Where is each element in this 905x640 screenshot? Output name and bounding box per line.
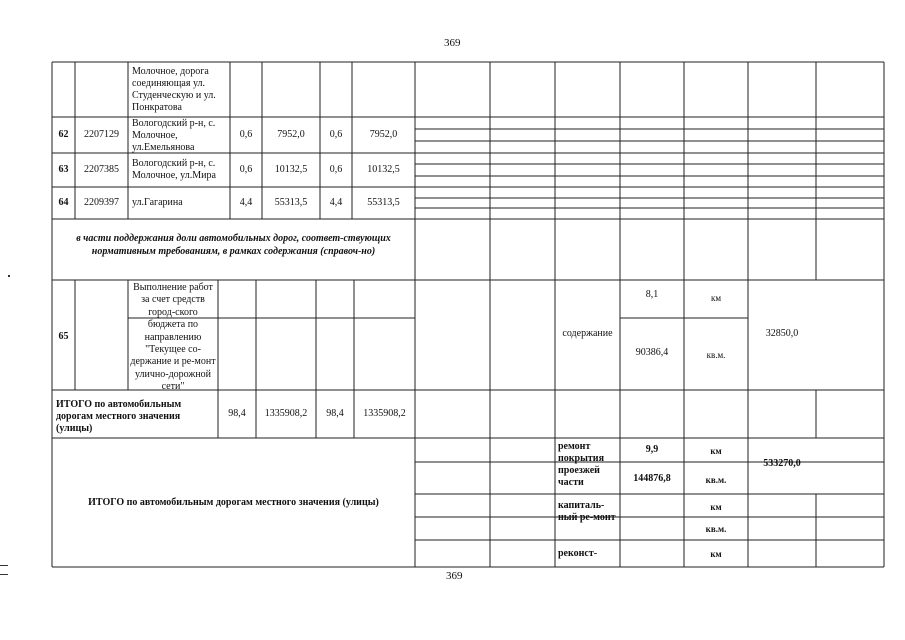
section-heading: в части поддержания доли автомобильных дорог, соответ-ствующих нормативным требованиям, в рамках содержания (справоч-но) [76, 233, 391, 257]
page-number-bottom: 369 [446, 570, 463, 582]
row-62-area-2: 7952,0 [369, 129, 398, 140]
grand-repair-unit-2: кв.м. [705, 475, 727, 485]
row-65-value-2: 90386,4 [635, 347, 669, 358]
row-63-area-2: 10132,5 [367, 164, 400, 175]
row-65-unit-2: кв.м. [706, 350, 726, 360]
row-64-length-1: 4,4 [239, 197, 253, 208]
row-continuation-name: Молочное, дорога соединяющая ул. Студенческую и ул. Понкратова [132, 66, 216, 113]
grand-reconstruction-unit-1: км [710, 549, 722, 559]
row-64-name: ул.Гагарина [132, 197, 183, 208]
grand-work-reconstruction: реконст- [558, 548, 598, 559]
row-62-code: 2207129 [84, 129, 119, 140]
grand-repair-value-1: 9,9 [645, 444, 659, 455]
grand-capital-unit-2: кв.м. [705, 524, 727, 534]
grand-work-capital: капиталь-ный ре-монт [558, 500, 616, 523]
row-64-area-1: 55313,5 [274, 197, 308, 208]
row-62-name: Вологодский р-н, с. Молочное, ул.Емельянова [132, 118, 216, 153]
row-65-name: Выполнение работ за счет средств город-ского бюджета по направлению "Текущее со-держание и ре-монт улично-дорожной сети" [130, 282, 216, 393]
row-65-number: 65 [58, 331, 69, 342]
row-62-area-1: 7952,0 [277, 129, 305, 140]
page-number-top: 369 [444, 37, 461, 49]
grand-repair-total: 533270,0 [763, 458, 801, 469]
grand-capital-unit-1: км [710, 502, 722, 512]
row-63-name: Вологодский р-н, с. Молочное, ул.Мира [132, 158, 216, 181]
row-64-code: 2209397 [84, 197, 119, 208]
subtotal-length-1: 98,4 [228, 408, 246, 419]
grand-work-repair: ремонт покрытия проезжей части [558, 441, 604, 488]
subtotal-length-2: 98,4 [326, 408, 344, 419]
row-65-total: 32850,0 [765, 328, 799, 339]
row-65-work-type: содержание [562, 328, 613, 339]
row-63-code: 2207385 [84, 164, 119, 175]
row-64-number: 64 [58, 197, 69, 208]
row-65-unit-1: км [710, 293, 722, 303]
row-63-area-1: 10132,5 [274, 164, 308, 175]
row-65-value-1: 8,1 [645, 289, 659, 300]
subtotal-area-1: 1335908,2 [264, 408, 308, 419]
row-63-length-2: 0,6 [329, 164, 343, 175]
grand-repair-value-2: 144876,8 [633, 473, 671, 484]
grand-repair-unit-1: км [710, 446, 722, 456]
row-63-number: 63 [58, 164, 69, 175]
grand-total-label: ИТОГО по автомобильным дорогам местного значения (улицы) [88, 497, 379, 508]
subtotal-area-2: 1335908,2 [363, 408, 406, 419]
subtotal-label: ИТОГО по автомобильным дорогам местного значения (улицы) [56, 399, 182, 434]
row-64-area-2: 55313,5 [367, 197, 400, 208]
row-62-length-1: 0,6 [239, 129, 253, 140]
row-63-length-1: 0,6 [239, 164, 253, 175]
row-62-length-2: 0,6 [329, 129, 343, 140]
row-64-length-2: 4,4 [329, 197, 343, 208]
row-62-number: 62 [58, 129, 69, 140]
